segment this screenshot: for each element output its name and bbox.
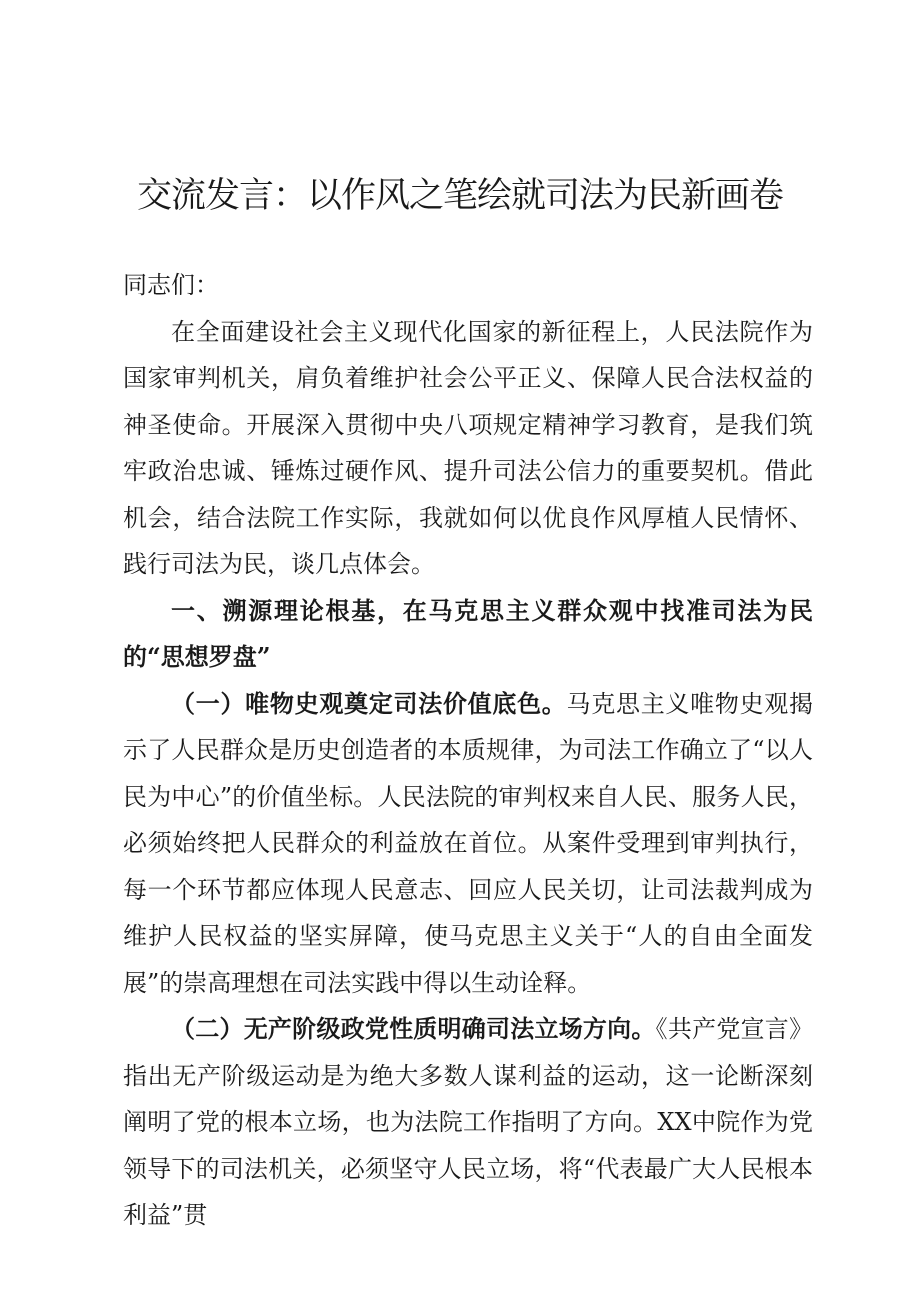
page-title: 交流发言：以作风之笔绘就司法为民新画卷 <box>136 176 783 216</box>
subsection-lead-1: （一）唯物史观奠定司法价值底色。 <box>171 688 567 718</box>
subsection-paragraph-1 <box>123 681 813 1007</box>
section-heading: 一、溯源理论根基，在马克思主义群众观中找准司法为民的“思想罗盘” <box>123 595 813 671</box>
intro-paragraph: 在全面建设社会主义现代化国家的新征程上，人民法院作为国家审判机关，肩负着维护社会公平正义、保障人民合法权益的神圣使命。开展深入贯彻中央八项规定精神学习教育，是我们筑牢政治忠诚、锤炼过硬作风、提升司法公信力的重要契机。借此机会，结合法院工作实际，我就如何以优良作风厚植人民情怀、践行司法为民，谈几点体会。 <box>123 317 813 578</box>
document-body <box>123 262 813 1239</box>
subsection-text-2: 《共产党宣言》指出无产阶级运动是为绝大多数人谋利益的运动，这一论断深刻阐明了党的根本立场，也为法院工作指明了方向。XX中院作为党领导下的司法机关，必须坚守人民立场，将“代表最广大人民根本利益”贯 <box>123 1015 814 1229</box>
greeting: 同志们： <box>123 271 219 299</box>
subsection-paragraph-2 <box>123 1006 813 1239</box>
subsection-lead-2: （二）无产阶级政党性质明确司法立场方向。 <box>171 1014 656 1043</box>
subsection-text-1: 马克思主义唯物史观揭示了人民群众是历史创造者的本质规律，为司法工作确立了“以人民为中心”的价值坐标。人民法院的审判权来自人民、服务人民，必须始终把人民群众的利益放在首位。从案件受理到审判执行，每一个环节都应体现人民意志、回应人民关切，让司法裁判成为维护人民权益的坚实屏障，使马克思主义关于“人的自由全面发展”的崇高理想在司法实践中得以生动诠释。 <box>123 689 814 997</box>
